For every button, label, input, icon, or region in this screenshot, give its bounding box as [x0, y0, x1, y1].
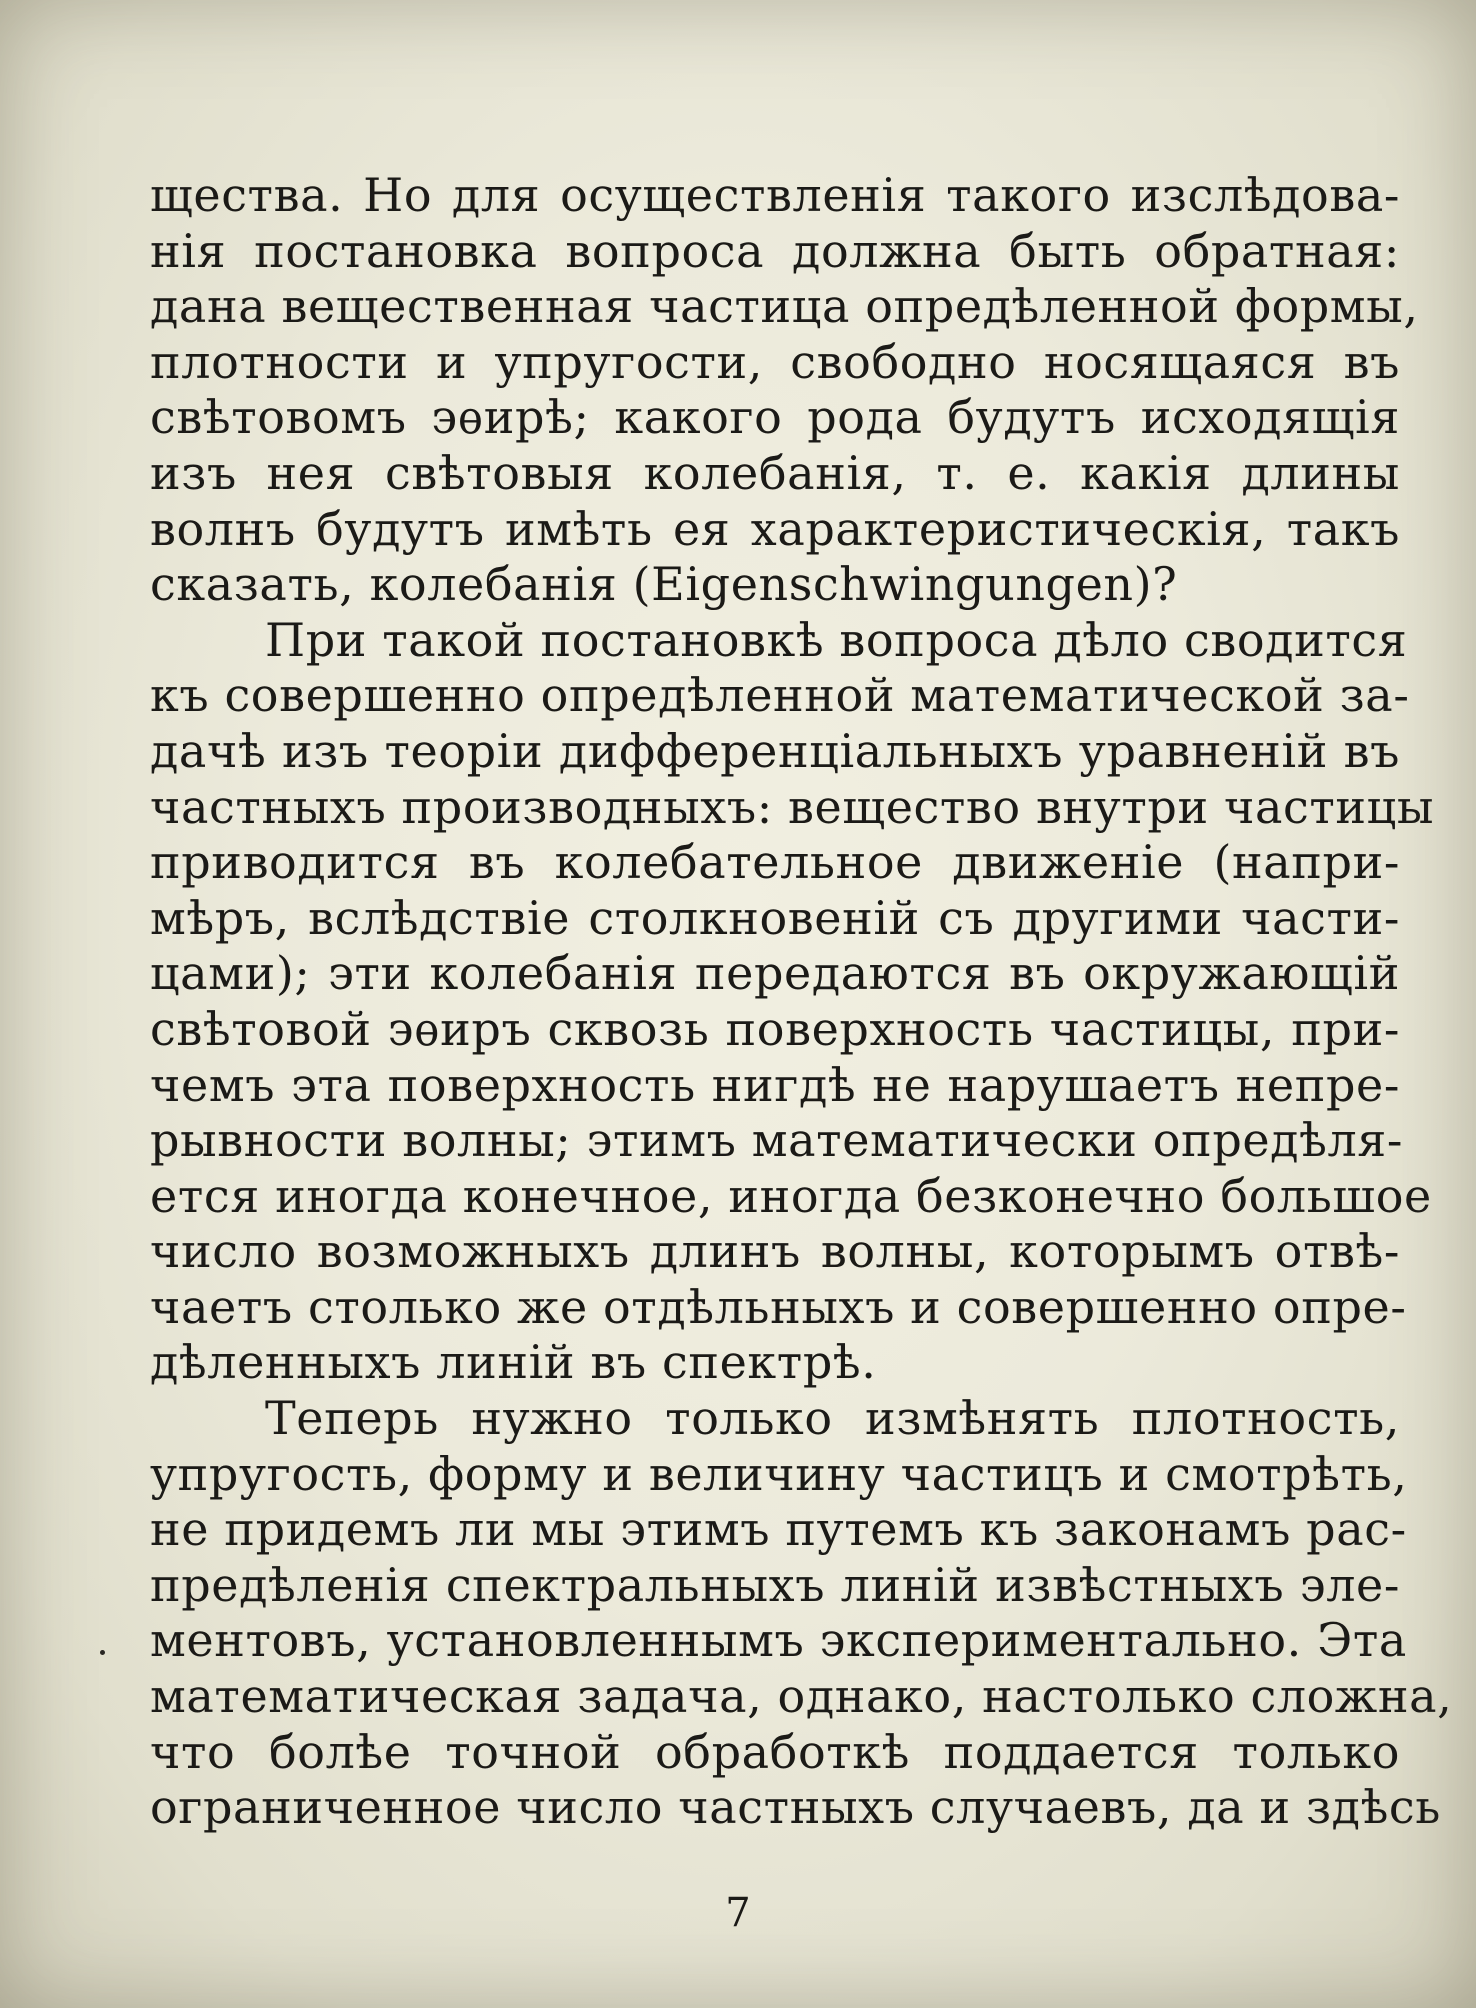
text-line: приводится въ колебательное движеніе (напри-	[150, 835, 1400, 890]
text-line: чемъ эта поверхность нигдѣ не нарушаетъ непре-	[150, 1057, 1400, 1112]
text-line: сказать, колебанія (Eigenschwingungen)?	[150, 557, 1178, 612]
text-line: ментовъ, установленнымъ экспериментально. Эта	[150, 1613, 1407, 1668]
text-line: щества. Но для осуществленія такого изслѣдова-	[150, 168, 1400, 222]
text-line: нія постановка вопроса должна быть обратная:	[150, 223, 1400, 278]
body-text	[150, 168, 1453, 1836]
text-line: предѣленія спектральныхъ линій извѣстныхъ эле-	[150, 1557, 1400, 1612]
text-line: плотности и упругости, свободно носящаяся въ	[150, 334, 1400, 389]
text-line: При такой постановкѣ вопроса дѣло сводится	[265, 612, 1408, 667]
text-line: свѣтовой эѳиръ сквозь поверхность частицы, при-	[150, 1001, 1400, 1056]
text-line: Теперь нужно только измѣнять плотность,	[265, 1391, 1400, 1446]
text-line: къ совершенно опредѣленной математической за-	[150, 668, 1410, 723]
text-line: что болѣе точной обработкѣ поддается только	[150, 1724, 1400, 1779]
page-number: 7	[725, 1890, 751, 1936]
text-line: свѣтовомъ эѳирѣ; какого рода будутъ исходящія	[150, 390, 1400, 445]
text-line: число возможныхъ длинъ волны, которымъ отвѣ-	[150, 1224, 1400, 1279]
text-line: ограниченное число частныхъ случаевъ, да и здѣсь	[150, 1780, 1441, 1835]
text-line: не придемъ ли мы этимъ путемъ къ законамъ рас-	[150, 1502, 1407, 1557]
text-line: ется иногда конечное, иногда безконечно большое	[150, 1168, 1432, 1223]
ink-speck	[100, 1650, 105, 1655]
text-line: мѣръ, вслѣдствіе столкновеній съ другими части-	[150, 890, 1400, 945]
text-line: дѣленныхъ линій въ спектрѣ.	[150, 1335, 877, 1390]
text-line: чаетъ столько же отдѣльныхъ и совершенно опре-	[150, 1279, 1407, 1334]
text-line: упругость, форму и величину частицъ и смотрѣть,	[150, 1446, 1408, 1501]
text-line: дана вещественная частица опредѣленной формы,	[150, 279, 1419, 334]
text-line: дачѣ изъ теоріи дифференціальныхъ уравненій въ	[150, 723, 1400, 778]
text-line: рывности волны; этимъ математически опредѣля-	[150, 1113, 1404, 1168]
text-line: цами); эти колебанія передаются въ окружающій	[150, 946, 1400, 1001]
text-line: математическая задача, однако, настолько сложна,	[150, 1669, 1453, 1724]
text-line: волнъ будутъ имѣть ея характеристическія, такъ	[150, 501, 1400, 556]
text-line: частныхъ производныхъ: вещество внутри частицы	[150, 779, 1435, 834]
text-line: изъ нея свѣтовыя колебанія, т. е. какія длины	[150, 445, 1400, 500]
